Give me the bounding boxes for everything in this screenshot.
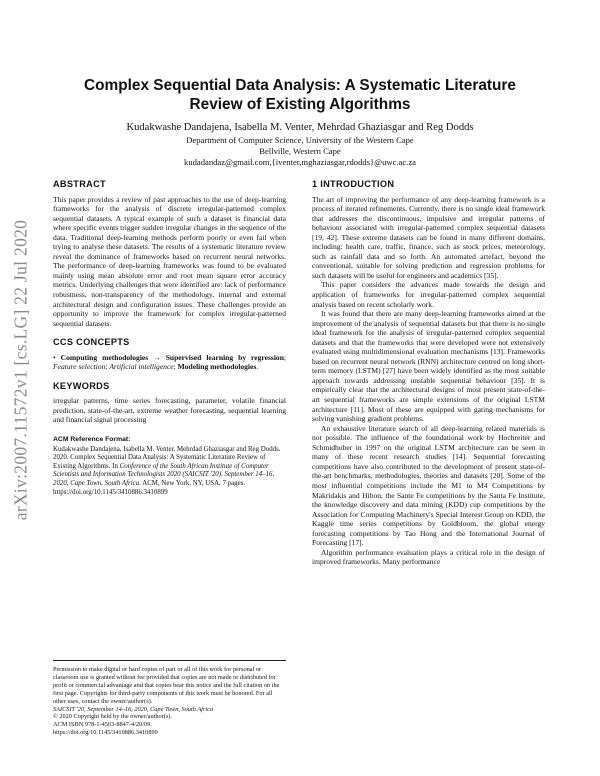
ccs-heading: CCS CONCEPTS [53,337,130,348]
footnote-copyright: © 2020 Copyright held by the owner/author(s). [53,713,172,721]
paper-title [60,76,540,114]
arxiv-stamp [6,150,36,590]
right-column [312,180,545,567]
abstract-heading: ABSTRACT [53,179,106,189]
affiliation [60,135,540,169]
introduction-heading: 1 INTRODUCTION [312,179,395,189]
intro-paragraph-4: An exhaustive literature search of all deep-learning related materials is not possible. The influence of the foundational work by Hochreiter and Schmidhuber in 1997 on the original LSTM architecture can be seen in many of these recent research studies [14]. Sequential forecasting competitions have also contributed to the development of present state-of-the-art benchmarks, methodologies, theories and datasets [20]. Some of the most influential competitions include the M1 to M4 Competitions by Makridakis and Hibon, the Sante Fe competitions by the Santa Fe Institute, the knowledge discovery and data mining (KDD) cup competitions by the Association for Computing Machinery's Special Interest Group on KDD, the Kaggle time series competitions by Goldbloom, the global energy forecasting competitions by Tao Hong and the International Journal of Forecasting [17]. [312,423,545,548]
authors: Kudakwashe Dandajena, Isabella M. Venter, Mehrdad Ghaziasgar and Reg Dodds [126,122,474,133]
arxiv-stamp-text: arXiv:2007.11572v1 [cs.LG] 22 Jul 2020 [10,219,31,521]
ccs-item-modeling: Modeling methodologies [177,362,257,372]
acm-reference-heading: ACM Reference Format: [53,436,131,444]
intro-paragraph-2: This paper considers the advances made towards the design and application of frameworks for irregular-patterned complex sequential analysis based on recent scholarly work. [312,280,545,309]
title-line-1: Complex Sequential Data Analysis: A Systematic Literature [84,77,516,94]
ccs-sep-1: ; [283,352,287,362]
paper-header [60,76,540,169]
footnote [53,666,286,737]
footnote-isbn: ACM ISBN 978-1-4503-8847-4/20/09. [53,721,152,729]
ccs-end: . [256,362,259,372]
left-column [53,180,286,497]
intro-paragraph-1: The art of improving the performance of any deep-learning framework is a process of iterated refinements. Currently, there is no single ideal framework that addresses the discontinuous, impulsive and irregular patterns of behaviour associated with irregular-patterned complex sequential datasets [19, 42]. These extreme datasets can be found in many different domains, including: health care, traffic, finance, such as stock prices, meteorology, such as rainfall data and so forth. An automated artefact, beyond the conventional, suitable for solving prediction and regression problems for such datasets will be useful for engineers and academics [35]. [312,194,545,280]
intro-paragraph-5: Algorithm performance evaluation plays a critical role in the design of improved frameworks. Many performance [312,547,545,567]
acm-reference-venue: Conference of the South African Institute of Computer Scientists and Information Technologists 2020 (SAICSIT '20), September 14–16, 2020, Cape Town, South Africa [53,462,275,487]
ccs-item-feature-selection: Feature selection [53,362,106,372]
ccs-item-supervised: Computing methodologies → Supervised learning by regression [60,352,284,362]
affiliation-department: Department of Computer Science, University of the Western Cape [186,135,414,145]
keywords-heading: KEYWORDS [53,380,110,391]
intro-paragraph-3: It was found that there are many deep-learning frameworks aimed at the improvement of the analysis of sequential datasets but that there is no single ideal framework for the analysis of irregular-patterned complex sequential datasets and that the frameworks that were developed were not extensively evaluated using multidimensional evaluation mechanisms [13]. Frameworks based on recurrent neural network (RNN) architecture centred on long short-term memory (LSTM) [27] have been widely identified as the most suitable approach towards addressing unstable sequential behaviour [35]. It is empirically clear that the architectural designs of most present state-of-the-art sequential frameworks are simple extensions of the original LSTM architecture [11]. Most of these are equipped with gating mechanisms for solving vanishing gradient problems. [312,309,545,424]
abstract-text: This paper provides a review of past approaches to the use of deep-learning frameworks for the analysis of discrete irregular-patterned complex sequential datasets. A typical example of such a dataset is financial data where specific events trigger sudden irregular changes in the sequence of the data. Traditional deep-learning methods perform poorly or even fail when trying to analyse these datasets. The results of a systematic literature review reveal the dominance of frameworks based on recurrent neural networks. The performance of deep-learning frameworks was found to be evaluated mainly using mean absolute error and root mean square error accuracy metrics. Underlying challenges that were identified are: lack of performance robustness, non-transparency of the methodology, internal and external architectural design and configuration issues. These challenges provide an opportunity to improve the framework for complex irregular-patterned sequential datasets. [53,194,286,328]
footnote-conference: SAICSIT '20, September 14–16, 2020, Cape Town, South Africa [53,705,214,713]
acm-reference-part1: Kudakwashe Dandajena, Isabella M. Venter, Mehrdad Ghaziasgar and Reg Dodds. 2020. Complex Sequential Data Analysis: A Systematic Literature Review of Existing Algorithms. In [53,445,281,470]
ccs-concepts [53,353,286,372]
title-line-2: Review of Existing Algorithms [189,96,411,113]
ccs-sep-3: ; [173,362,178,372]
acm-reference-text [53,446,286,498]
acm-reference-part2: . ACM, New York, NY, USA, 7 pages. https://doi.org/10.1145/3410886.3410899 [53,479,246,496]
footnote-doi[interactable]: https://doi.org/10.1145/3410886.3410899 [53,729,158,737]
affiliation-emails: kudadandaz@gmail.com,{iventer,mghaziasgar,rdodds}@uwc.ac.za [184,157,416,168]
ccs-sep-2: ; [105,362,110,372]
footnote-rule [53,660,286,661]
affiliation-location: Bellville, Western Cape [259,146,341,157]
keywords-text: irregular patterns, time series forecasting, parameter, volatile financial prediction, state-of-the-art, extreme weather forecasting, sequential learning and financial signal processing [53,396,286,425]
ccs-bullet: • [53,352,56,362]
ccs-item-ai: Artificial intelligence [109,362,174,372]
footnote-permission: Permission to make digital or hard copies of part or all of this work for personal or classroom use is granted without fee provided that copies are not made or distributed for profit or commercial advantage and that copies bear this notice and the full citation on the first page. Copyrights for third-party components of this work must be honored. For all other uses, contact the owner/author(s). [53,666,280,705]
